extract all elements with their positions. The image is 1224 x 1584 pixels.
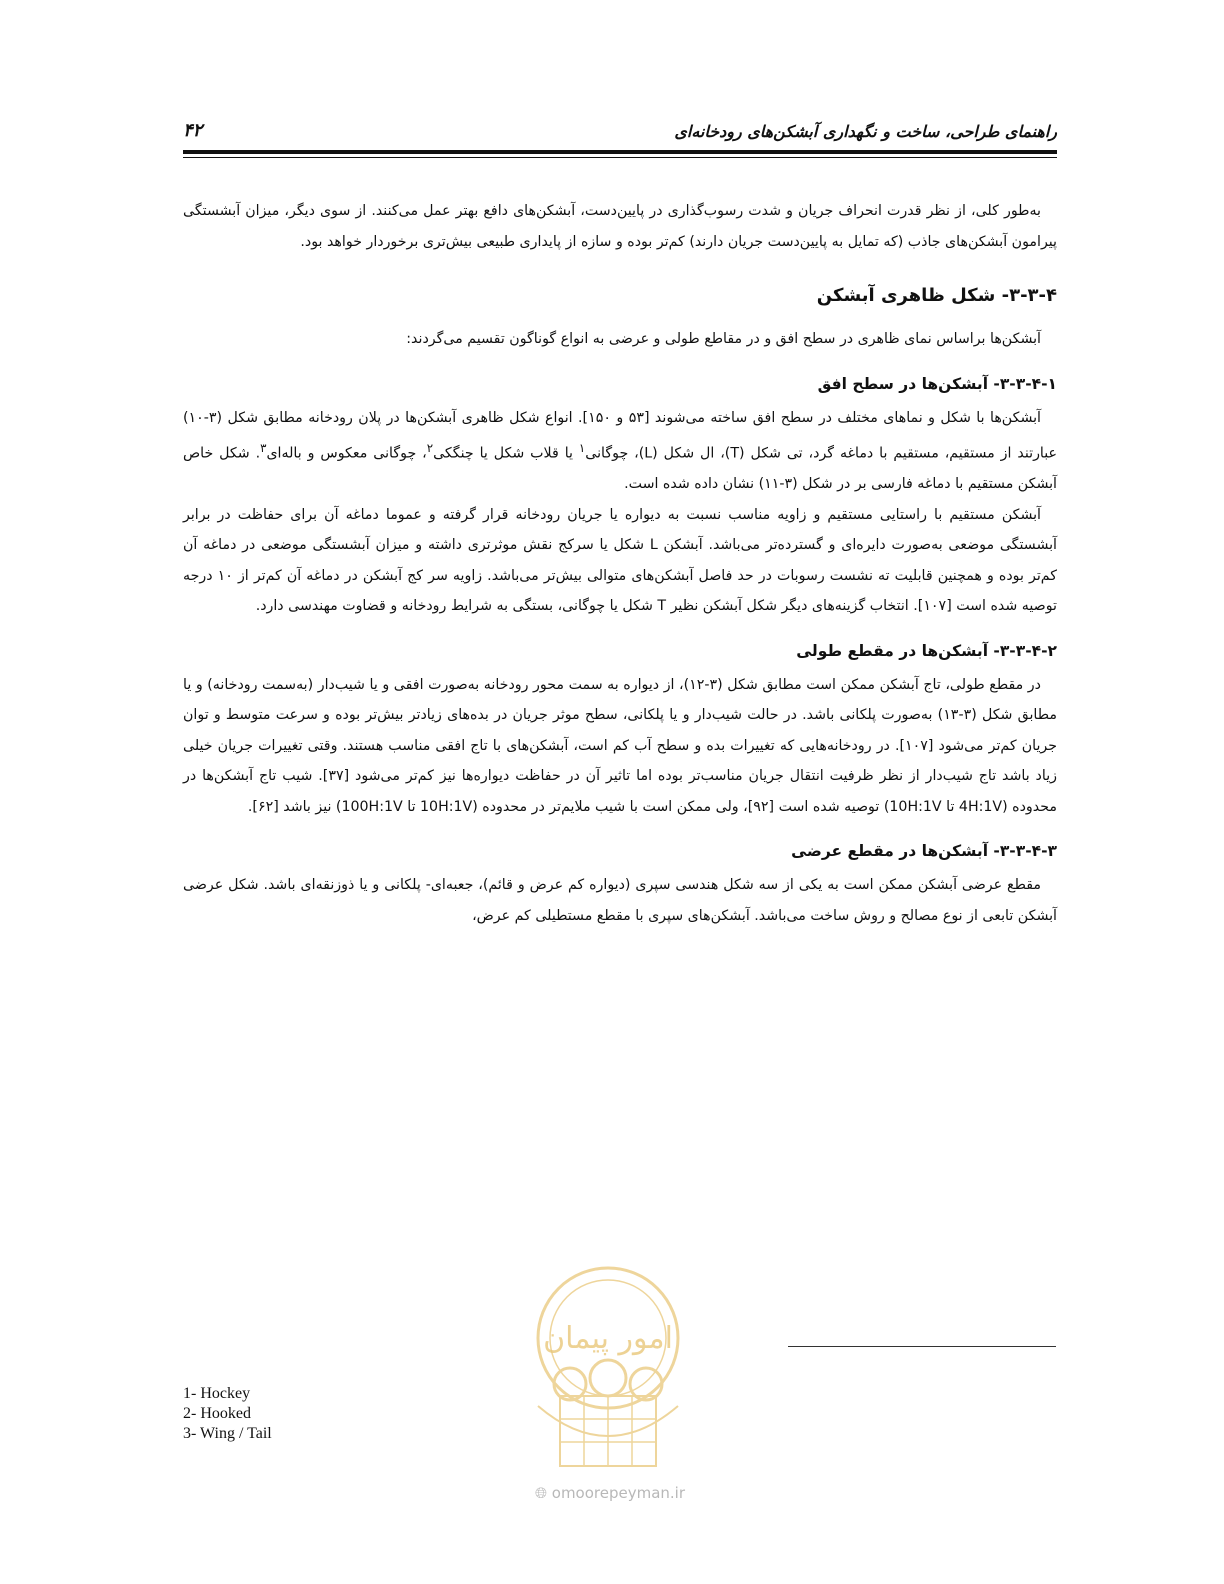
paragraph: به‌طور کلی، از نظر قدرت انحراف جریان و شدت رسوب‌گذاری در پایین‌دست، آبشکن‌های دافع بهتر عمل می‌کنند. از سوی دیگر، میزان آبشستگی پیرامون آبشکن‌های جاذب (که تمایل به پایین‌دست جریان دارند) کم‌تر بوده و سازه از پایداری طبیعی بیش‌تری برخوردار خواهد بود. <box>183 203 1057 250</box>
page-number: ۴۲ <box>183 120 203 141</box>
subsection-heading: ۳-۳-۴-۲- آبشکن‌ها در مقطع طولی <box>796 641 1057 660</box>
paragraph <box>183 403 1057 500</box>
header-rule-thin <box>183 157 1057 158</box>
header-title: راهنمای طراحی، ساخت و نگهداری آبشکن‌های رودخانه‌ای <box>674 122 1057 141</box>
paragraph-text: آبشکن‌ها با شکل و نماهای مختلف در سطح افق ساخته می‌شوند [۵۳ و ۱۵۰]. انواع شکل ظاهری آبشکن‌ها در پلان رودخانه مطابق شکل (۳-۱۰) عبارتند از مستقیم، مستقیم با دماغه گرد، تی شکل (T)، ال شکل (L)، چوگانی <box>183 409 1057 462</box>
paragraph: مقطع عرضی آبشکن ممکن است به یکی از سه شکل هندسی سپری (دیواره کم عرض و قائم)، جعبه‌ای- پلکانی و یا ذوزنقه‌ای باشد. شکل عرضی آبشکن تابعی از نوع مصالح و روش ساخت می‌باشد. آبشکن‌های سپری با مقطع مستطیلی کم عرض، <box>183 877 1057 924</box>
watermark-url: 🌐︎ omoorepeyman.ir <box>534 1484 686 1502</box>
footnote: 2- Hooked <box>183 1405 251 1422</box>
footnote-ref: ۳ <box>260 441 267 455</box>
paragraph-text: . شکل خاص آبشکن مستقیم با دماغه فارسی بر در شکل (۳-۱۱) نشان داده شده است. <box>183 445 1057 493</box>
paragraph-text: ، چوگانی معکوس و باله‌ای <box>266 445 427 462</box>
footnote-ref: ۲ <box>426 441 434 455</box>
footnote-separator <box>788 1346 1056 1347</box>
subsection-heading: ۳-۳-۴-۳- آبشکن‌ها در مقطع عرضی <box>791 842 1057 861</box>
main-text <box>183 196 1057 931</box>
watermark-seal-text: امور پیمان <box>543 1321 673 1356</box>
watermark-seal <box>508 1256 708 1496</box>
paragraph-text: یا قلاب شکل یا چنگکی <box>433 445 579 462</box>
footnotes <box>183 1384 272 1444</box>
footnote: 3- Wing / Tail <box>183 1425 272 1442</box>
section-heading: ۳-۳-۴- شکل ظاهری آبشکن <box>816 285 1057 306</box>
subsection-heading: ۳-۳-۴-۱- آبشکن‌ها در سطح افق <box>817 374 1057 393</box>
paragraph: در مقطع طولی، تاج آبشکن ممکن است مطابق شکل (۳-۱۲)، از دیواره به سمت محور رودخانه به‌صورت افقی و یا شیب‌دار (به‌سمت رودخانه) و یا مطابق شکل (۳-۱۳) به‌صورت پلکانی باشد. در حالت شیب‌دار و یا پلکانی، سطح موثر جریان در بده‌های زیادتر بیش‌تر بوده و سرعت متوسط و توان جریان کم‌تر می‌شود [۱۰۷]. در رودخانه‌هایی که تغییرات بده و سطح آب کم است، آبشکن‌های با تاج افقی مناسب هستند. وقتی تغییرات جریان خیلی زیاد باشد تاج شیب‌دار از نظر ظرفیت انتقال جریان مناسب‌تر بوده اما تاثیر آن در حفاظت دیواره‌ها نیز کم‌تر می‌شود [۳۷]. شیب تاج آبشکن‌ها در محدوده (4H:1V تا 10H:1V) توصیه شده است [۹۲]، ولی ممکن است با شیب ملایم‌تر در محدوده (10H:1V تا 100H:1V) نیز باشد [۶۲]. <box>183 676 1057 815</box>
footnote-ref: ۱ <box>578 441 586 455</box>
watermark-url-text: omoorepeyman.ir <box>551 1484 686 1502</box>
footnote: 1- Hockey <box>183 1385 251 1402</box>
running-header <box>183 122 1057 144</box>
paragraph: آبشکن مستقیم با راستایی مستقیم و زاویه مناسب نسبت به دیواره یا جریان رودخانه قرار گرفته و عموما دماغه آن برای حفاظت در برابر آبشستگی موضعی به‌صورت دایره‌ای و گسترده‌تر می‌باشد. آبشکن L شکل یا سرکج نقش موثرتری داشته و میزان آبشستگی موضعی در دماغه آن کم‌تر بوده و همچنین قابلیت ته نشست رسوبات در حد فاصل آبشکن‌های متوالی بیش‌تر می‌باشد. زاویه سر کج آبشکن در دماغه آن کم‌تر از ۱۰ درجه توصیه شده است [۱۰۷]. انتخاب گزینه‌های دیگر شکل آبشکن نظیر T شکل یا چوگانی، بستگی به شرایط رودخانه و قضاوت مهندسی دارد. <box>183 506 1057 615</box>
header-rule-thick <box>183 150 1057 154</box>
paragraph: آبشکن‌ها براساس نمای ظاهری در سطح افق و در مقاطع طولی و عرضی به انواع گوناگون تقسیم می‌گردند: <box>406 331 1041 347</box>
